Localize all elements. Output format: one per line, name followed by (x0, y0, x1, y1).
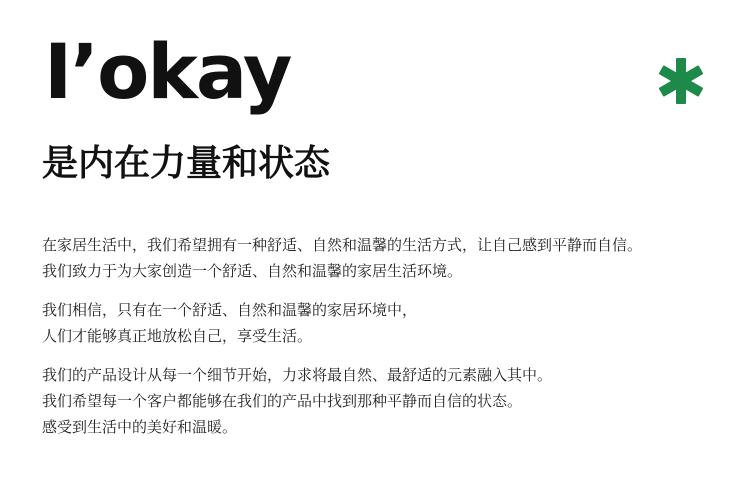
body-text (42, 232, 732, 453)
paragraph-3 (42, 362, 732, 440)
asterisk-icon (655, 55, 707, 107)
paragraph-1 (42, 232, 732, 284)
paragraph-line: 我们相信，只有在一个舒适、自然和温馨的家居环境中， (42, 301, 418, 319)
paragraph-line: 人们才能够真正地放松自己，享受生活。 (42, 327, 313, 345)
paragraph-2 (42, 297, 732, 349)
page-subtitle: 是内在力量和状态 (42, 143, 331, 184)
paragraph-line: 感受到生活中的美好和温暖。 (42, 418, 238, 436)
paragraph-line: 我们的产品设计从每一个细节开始，力求将最自然、最舒适的元素融入其中。 (42, 366, 553, 384)
paragraph-line: 在家居生活中，我们希望拥有一种舒适、自然和温馨的生活方式，让自己感到平静而自信。 (42, 236, 643, 254)
brand-logo-text: I’okay (44, 27, 291, 116)
paragraph-line: 我们致力于为大家创造一个舒适、自然和温馨的家居生活环境。 (42, 262, 463, 280)
paragraph-line: 我们希望每一个客户都能够在我们的产品中找到那种平静而自信的状态。 (42, 392, 523, 410)
